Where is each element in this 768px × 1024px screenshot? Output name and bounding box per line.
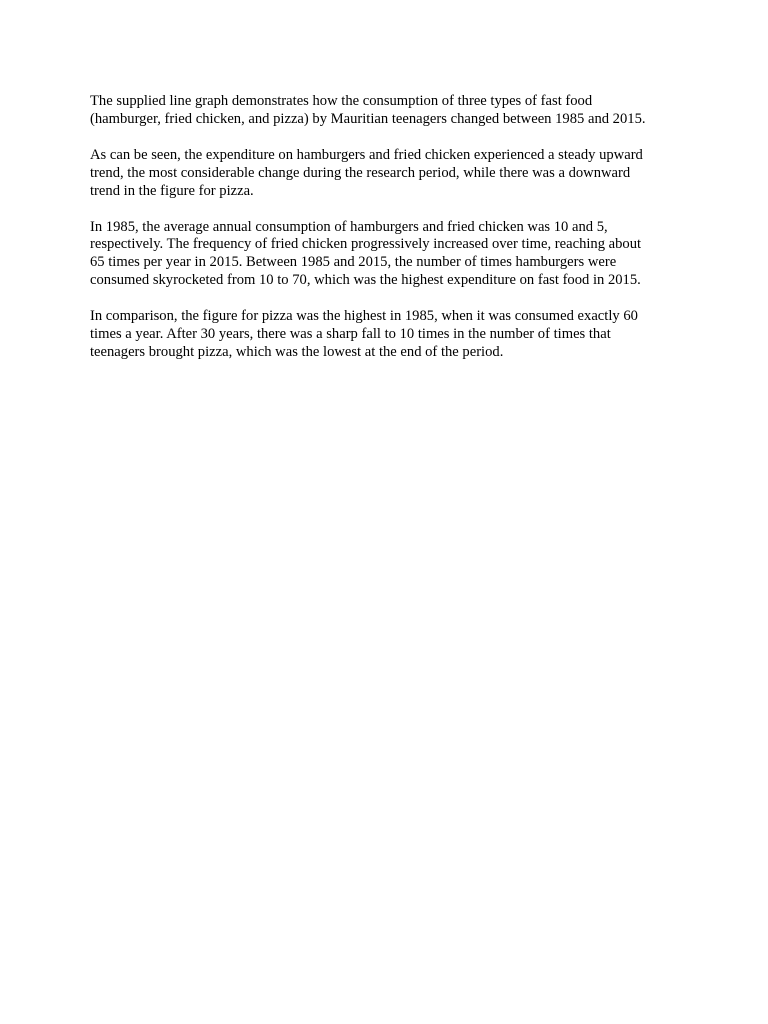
text-line: (hamburger, fried chicken, and pizza) by Mauritian teenagers changed between 1985 and 2015. xyxy=(90,110,646,127)
text-line: times a year. After 30 years, there was a sharp fall to 10 times in the number of times that xyxy=(90,326,611,343)
text-line: respectively. The frequency of fried chicken progressively increased over time, reaching about xyxy=(90,236,642,253)
text-line: trend in the figure for pizza. xyxy=(90,182,254,199)
text-line: trend, the most considerable change during the research period, while there was a downward xyxy=(90,164,631,181)
document-body xyxy=(90,93,680,380)
paragraph-details-1 xyxy=(90,219,680,291)
text-line: The supplied line graph demonstrates how the consumption of three types of fast food xyxy=(90,93,593,109)
text-line: As can be seen, the expenditure on hamburgers and fried chicken experienced a steady upward xyxy=(90,146,643,163)
text-line: teenagers brought pizza, which was the lowest at the end of the period. xyxy=(90,343,504,360)
text-line: consumed skyrocketed from 10 to 70, which was the highest expenditure on fast food in 2015. xyxy=(90,272,641,289)
paragraph-overview xyxy=(90,147,680,201)
text-line: In comparison, the figure for pizza was the highest in 1985, when it was consumed exactly 60 xyxy=(90,308,638,325)
paragraph-details-2 xyxy=(90,308,680,362)
paragraph-intro xyxy=(90,93,680,129)
text-line: In 1985, the average annual consumption of hamburgers and fried chicken was 10 and 5, xyxy=(90,218,608,235)
text-line: 65 times per year in 2015. Between 1985 and 2015, the number of times hamburgers were xyxy=(90,254,617,271)
